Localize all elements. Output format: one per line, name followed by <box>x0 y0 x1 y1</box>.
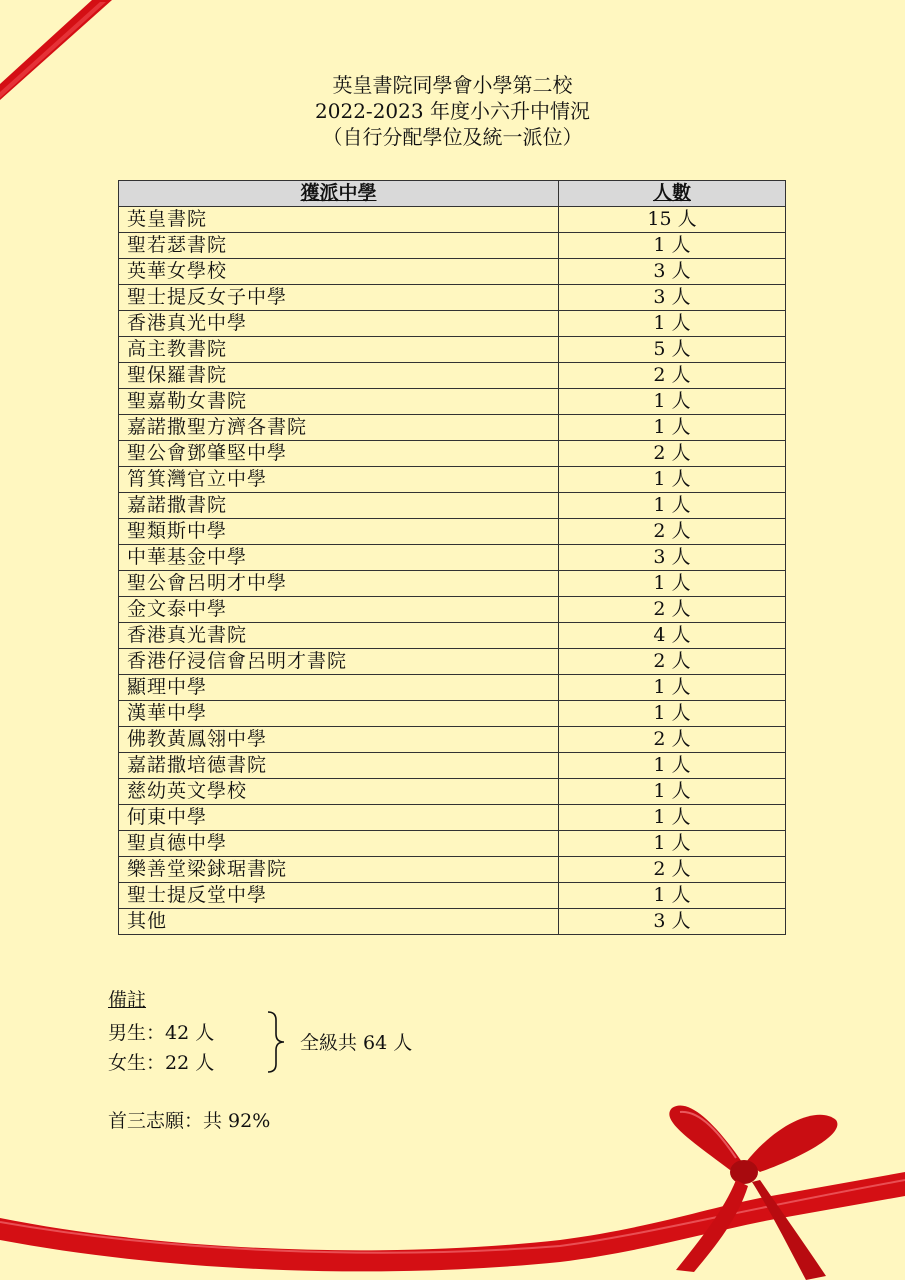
table-header-row <box>119 181 786 207</box>
school-name: 佛教黃鳳翎中學 <box>119 727 559 753</box>
title-line-1: 英皇書院同學會小學第二校 <box>332 73 573 97</box>
table-row <box>119 337 786 363</box>
student-count: 1 人 <box>559 701 786 727</box>
school-name: 漢華中學 <box>119 701 559 727</box>
school-name: 金文泰中學 <box>119 597 559 623</box>
student-count: 1 人 <box>559 805 786 831</box>
table-row <box>119 675 786 701</box>
table-row <box>119 363 786 389</box>
ribbon-bow-decoration <box>0 1100 905 1280</box>
table-row <box>119 831 786 857</box>
table-row <box>119 233 786 259</box>
top-three-choices: 首三志願：共 92% <box>108 1110 271 1132</box>
table-row <box>119 701 786 727</box>
table-row <box>119 545 786 571</box>
student-count: 2 人 <box>559 363 786 389</box>
table-row <box>119 467 786 493</box>
student-count: 15 人 <box>559 207 786 233</box>
student-count: 1 人 <box>559 753 786 779</box>
school-name: 高主教書院 <box>119 337 559 363</box>
student-count: 1 人 <box>559 493 786 519</box>
student-count: 2 人 <box>559 727 786 753</box>
school-name: 聖嘉勒女書院 <box>119 389 559 415</box>
student-count: 4 人 <box>559 623 786 649</box>
student-count: 2 人 <box>559 519 786 545</box>
student-count: 3 人 <box>559 259 786 285</box>
title-line-2: 2022-2023 年度小六升中情況 <box>315 99 590 123</box>
student-count: 1 人 <box>559 415 786 441</box>
school-name: 顯理中學 <box>119 675 559 701</box>
allocation-table <box>118 180 786 935</box>
table-row <box>119 857 786 883</box>
table-row <box>119 441 786 467</box>
student-count: 2 人 <box>559 857 786 883</box>
school-name: 英華女學校 <box>119 259 559 285</box>
student-count: 1 人 <box>559 571 786 597</box>
student-count: 1 人 <box>559 467 786 493</box>
school-name: 香港仔浸信會呂明才書院 <box>119 649 559 675</box>
student-count: 3 人 <box>559 909 786 935</box>
table-row <box>119 597 786 623</box>
student-count: 2 人 <box>559 649 786 675</box>
table-row <box>119 207 786 233</box>
student-count: 2 人 <box>559 597 786 623</box>
table-row <box>119 623 786 649</box>
table-row <box>119 285 786 311</box>
table-row <box>119 753 786 779</box>
notes-section <box>108 985 214 1078</box>
student-count: 1 人 <box>559 883 786 909</box>
student-count: 1 人 <box>559 831 786 857</box>
student-count: 5 人 <box>559 337 786 363</box>
table-row <box>119 805 786 831</box>
school-name: 聖若瑟書院 <box>119 233 559 259</box>
school-name: 樂善堂梁銶琚書院 <box>119 857 559 883</box>
student-count: 1 人 <box>559 779 786 805</box>
student-count: 1 人 <box>559 311 786 337</box>
header-count: 人數 <box>559 181 786 207</box>
notes-title: 備註 <box>108 989 147 1011</box>
school-name: 筲箕灣官立中學 <box>119 467 559 493</box>
table-row <box>119 727 786 753</box>
total-count: 全級共 64 人 <box>300 1032 413 1054</box>
student-count: 1 人 <box>559 233 786 259</box>
school-name: 英皇書院 <box>119 207 559 233</box>
header-school: 獲派中學 <box>119 181 559 207</box>
table-row <box>119 909 786 935</box>
school-name: 嘉諾撒聖方濟各書院 <box>119 415 559 441</box>
table-row <box>119 883 786 909</box>
school-name: 慈幼英文學校 <box>119 779 559 805</box>
student-count: 1 人 <box>559 675 786 701</box>
school-name: 聖保羅書院 <box>119 363 559 389</box>
student-count: 3 人 <box>559 285 786 311</box>
school-name: 聖公會鄧肇堅中學 <box>119 441 559 467</box>
document-title <box>0 72 905 150</box>
girls-count: 女生：22 人 <box>108 1052 215 1074</box>
school-name: 聖貞德中學 <box>119 831 559 857</box>
school-name: 聖士提反堂中學 <box>119 883 559 909</box>
school-name: 嘉諾撒書院 <box>119 493 559 519</box>
school-name: 其他 <box>119 909 559 935</box>
school-name: 何東中學 <box>119 805 559 831</box>
table-row <box>119 779 786 805</box>
school-name: 中華基金中學 <box>119 545 559 571</box>
student-count: 2 人 <box>559 441 786 467</box>
table-row <box>119 311 786 337</box>
school-name: 嘉諾撒培德書院 <box>119 753 559 779</box>
table-row <box>119 649 786 675</box>
school-name: 聖類斯中學 <box>119 519 559 545</box>
school-name: 香港真光書院 <box>119 623 559 649</box>
right-brace-icon <box>264 1010 286 1074</box>
table-row <box>119 389 786 415</box>
student-count: 1 人 <box>559 389 786 415</box>
boys-count: 男生：42 人 <box>108 1022 215 1044</box>
school-name: 聖士提反女子中學 <box>119 285 559 311</box>
school-name: 聖公會呂明才中學 <box>119 571 559 597</box>
table-row <box>119 493 786 519</box>
table-row <box>119 415 786 441</box>
title-line-3: （自行分配學位及統一派位） <box>322 125 583 149</box>
table-row <box>119 259 786 285</box>
table-body <box>119 207 786 935</box>
school-name: 香港真光中學 <box>119 311 559 337</box>
table-row <box>119 519 786 545</box>
table-row <box>119 571 786 597</box>
student-count: 3 人 <box>559 545 786 571</box>
